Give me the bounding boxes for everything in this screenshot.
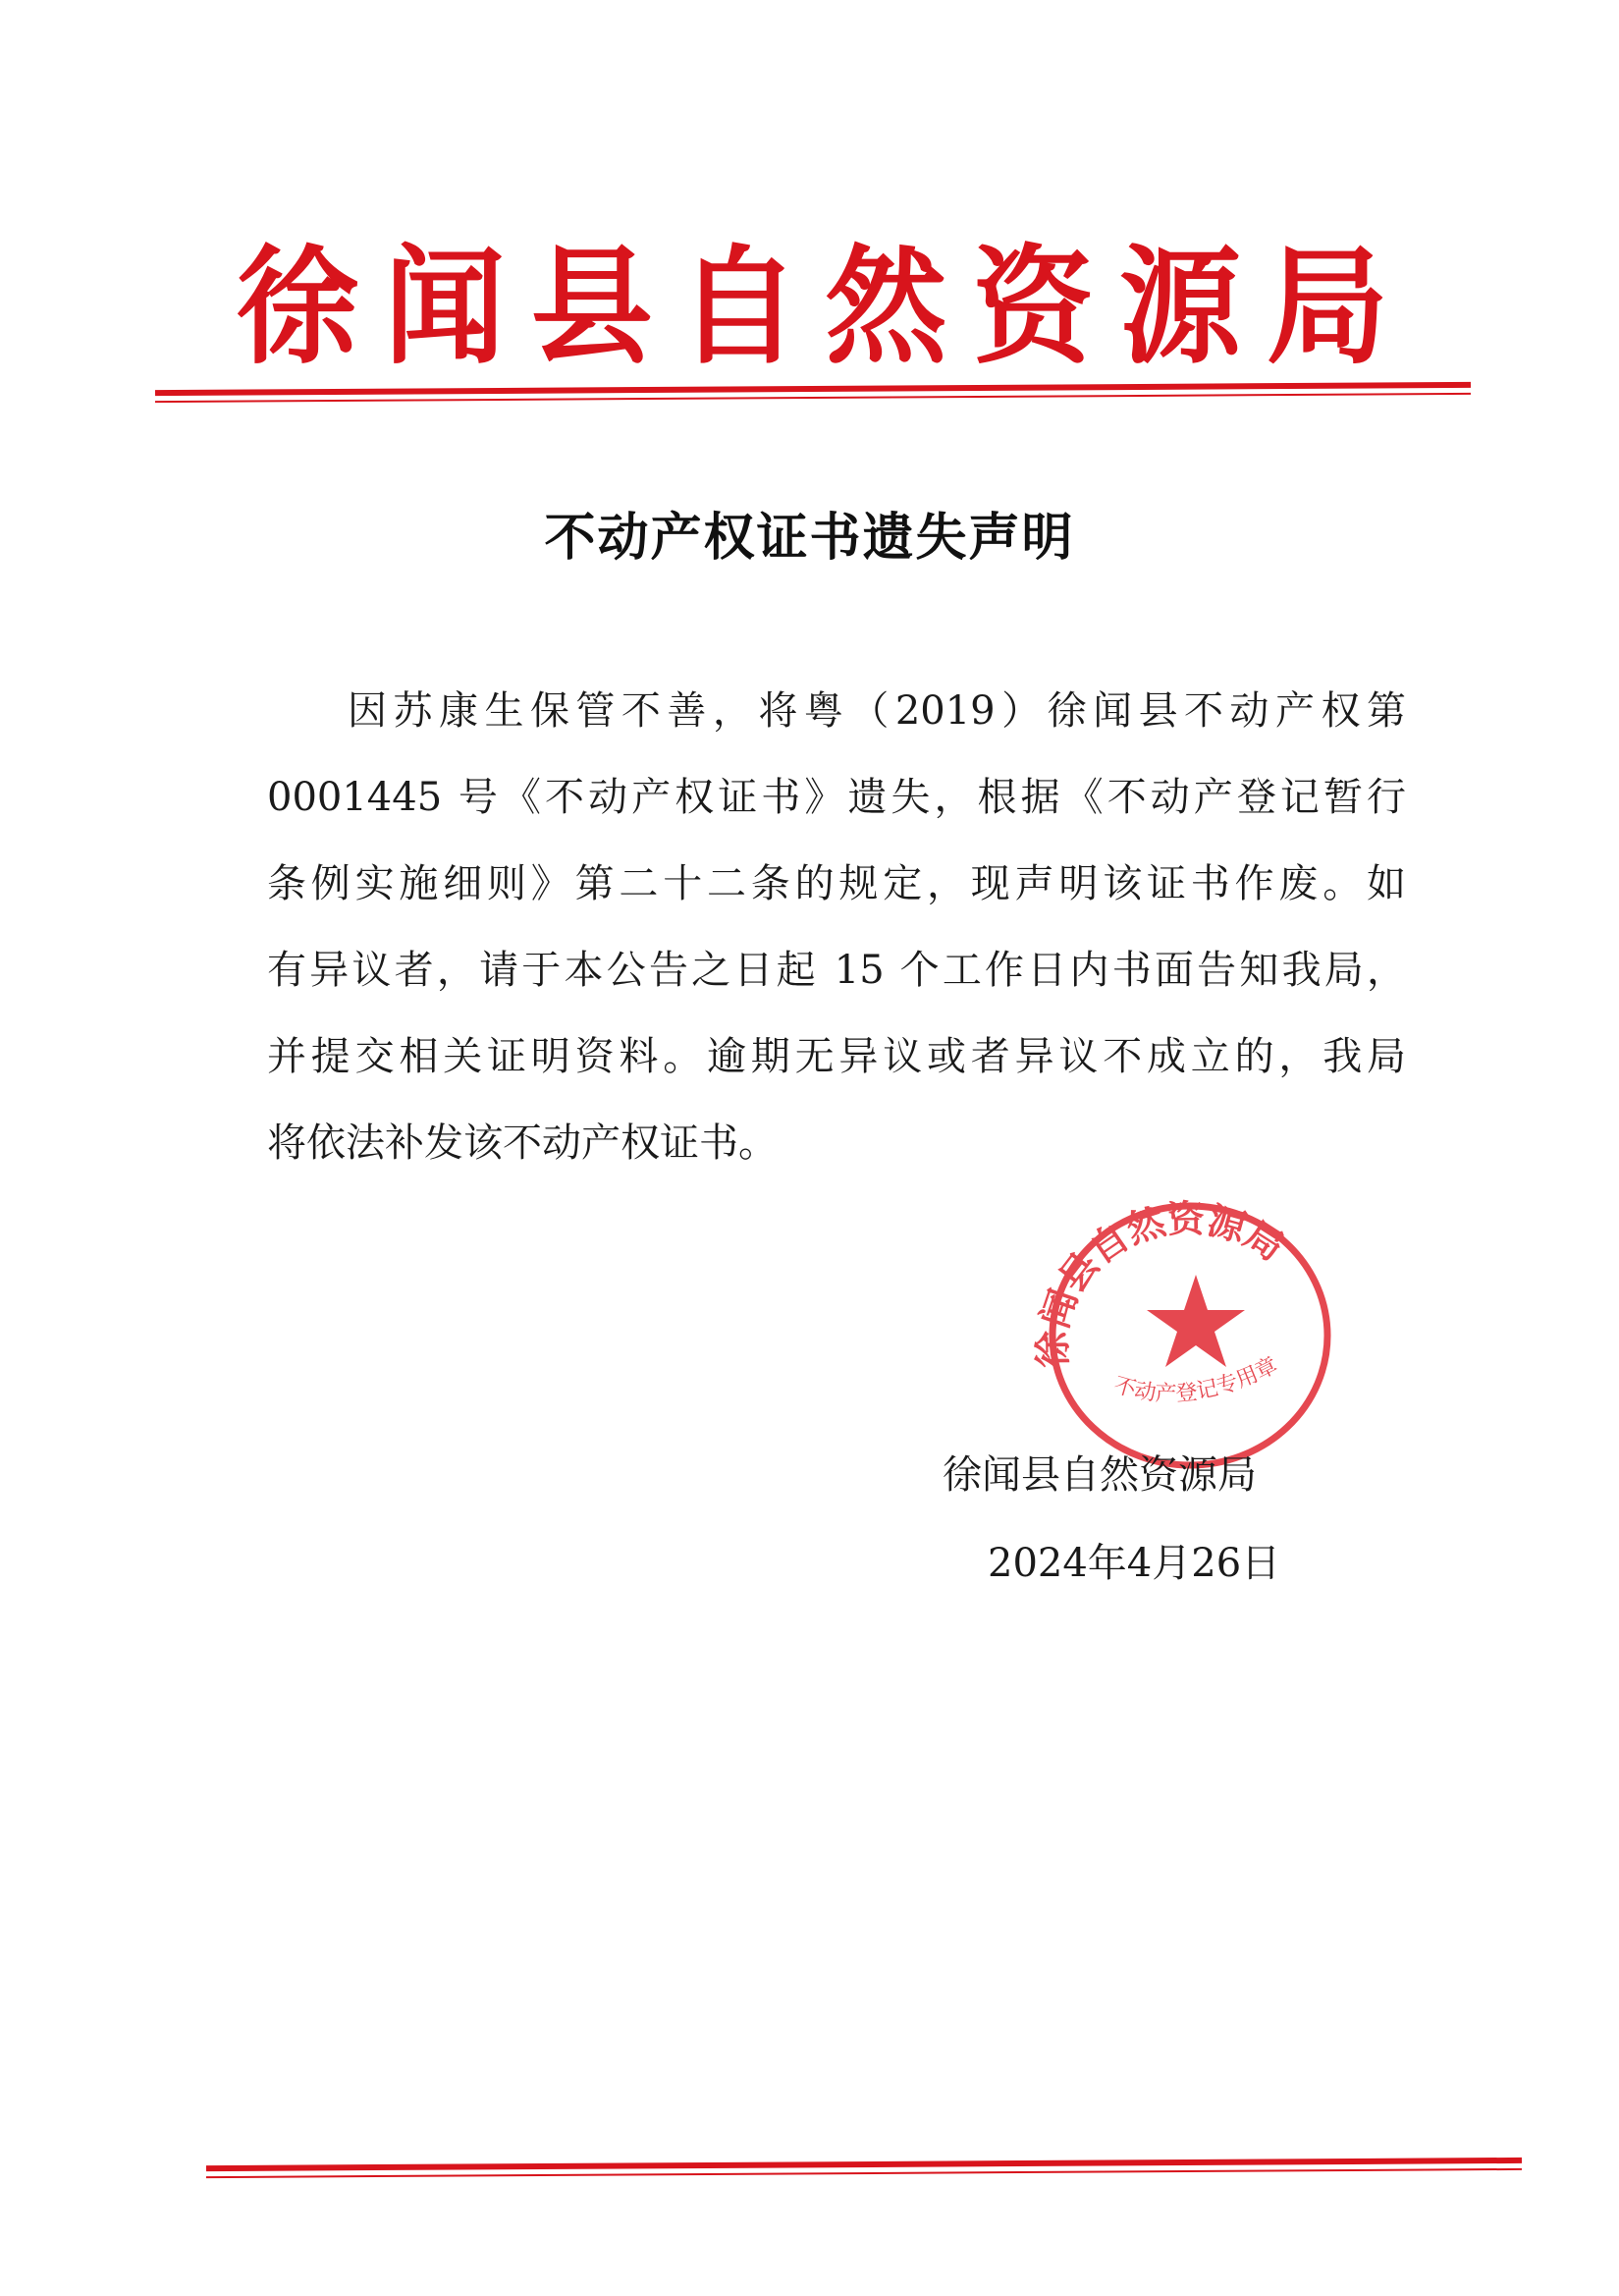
- letterhead-char: 闻: [383, 233, 506, 383]
- document-title: 不动产权证书遗失声明: [544, 509, 1075, 568]
- signature-date: 2024年4月26日: [988, 1541, 1281, 1586]
- body-line: 并提交相关证明资料。逾期无异议或者异议不成立的，我局: [267, 1034, 1406, 1079]
- letterhead-char: 局: [1266, 233, 1388, 383]
- seal-inner-text: 不动产登记专用章: [1110, 1352, 1282, 1407]
- body-line: 条例实施细则》第二十二条的规定，现声明该证书作废。如: [267, 861, 1406, 906]
- letterhead-char: 源: [1119, 233, 1242, 383]
- official-seal: [1021, 1188, 1355, 1483]
- body-line: 因苏康生保管不善，将粤（2019）徐闻县不动产权第: [348, 688, 1406, 734]
- body-line: 0001445 号《不动产权证书》遗失，根据《不动产登记暂行: [267, 775, 1406, 820]
- body-line: 将依法补发该不动产权证书。: [267, 1121, 778, 1166]
- seal-star-icon: [1147, 1275, 1245, 1367]
- letterhead-char: 自: [677, 233, 800, 383]
- signature-organization: 徐闻县自然资源局: [943, 1452, 1257, 1498]
- statement-body: [267, 668, 1406, 1186]
- letterhead-char: 资: [972, 233, 1095, 383]
- seal-outer-text: 徐闻县自然资源局: [1030, 1196, 1292, 1369]
- letterhead-char: 徐: [236, 233, 358, 383]
- body-line: 有异议者，请于本公告之日起 15 个工作日内书面告知我局，: [267, 948, 1406, 993]
- letterhead-char: 然: [825, 233, 947, 383]
- letterhead-char: 县: [530, 233, 653, 383]
- letterhead: [236, 218, 1389, 383]
